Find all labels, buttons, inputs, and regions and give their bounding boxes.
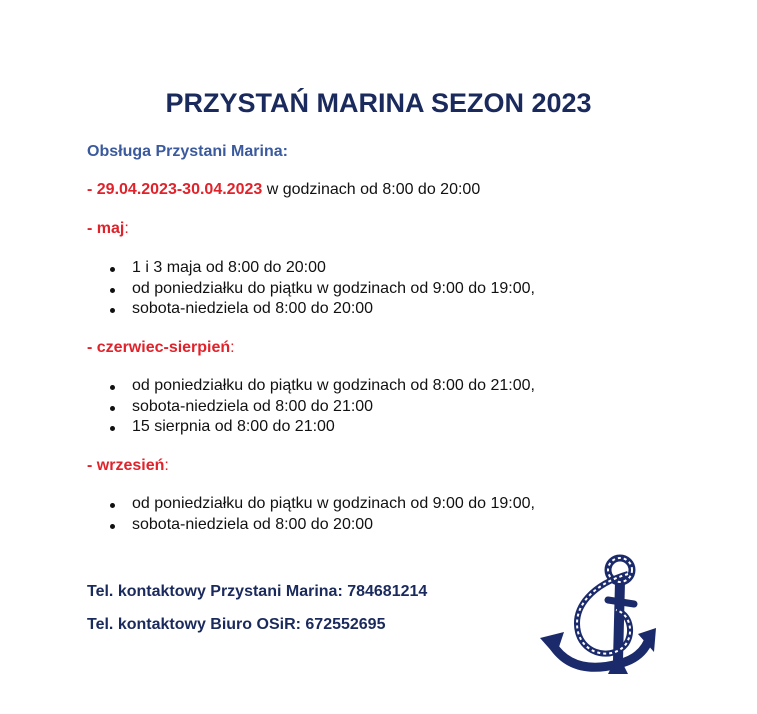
list-item: sobota-niedziela od 8:00 do 20:00 — [108, 515, 535, 536]
list-item: 1 i 3 maja od 8:00 do 20:00 — [108, 258, 535, 279]
list-item: 15 sierpnia od 8:00 do 21:00 — [108, 417, 535, 438]
opening-days-line — [87, 181, 480, 199]
opening-dates: - 29.04.2023-30.04.2023 — [87, 181, 263, 198]
list-maj — [108, 258, 535, 320]
section-heading-maj: - maj: — [87, 220, 129, 237]
list-item: sobota-niedziela od 8:00 do 21:00 — [108, 397, 535, 418]
section-heading-wrzesien: - wrzesień: — [87, 457, 169, 474]
page-title: PRZYSTAŃ MARINA SEZON 2023 — [165, 88, 592, 118]
anchor-icon — [534, 548, 658, 688]
subtitle: Obsługa Przystani Marina: — [87, 143, 288, 160]
list-item: od poniedziałku do piątku w godzinach od 9:00 do 19:00, — [108, 279, 535, 300]
list-item: sobota-niedziela od 8:00 do 20:00 — [108, 299, 535, 320]
list-item: od poniedziałku do piątku w godzinach od 9:00 do 19:00, — [108, 494, 535, 515]
list-czerwiec-sierpien — [108, 376, 535, 438]
contact-osir: Tel. kontaktowy Biuro OSiR: 672552695 — [87, 616, 386, 633]
list-item: od poniedziałku do piątku w godzinach od 8:00 do 21:00, — [108, 376, 535, 397]
list-wrzesien — [108, 494, 535, 535]
opening-hours: w godzinach od 8:00 do 20:00 — [262, 181, 481, 198]
section-heading-czerwiec-sierpien: - czerwiec-sierpień: — [87, 339, 235, 356]
contact-marina: Tel. kontaktowy Przystani Marina: 784681214 — [87, 583, 428, 600]
